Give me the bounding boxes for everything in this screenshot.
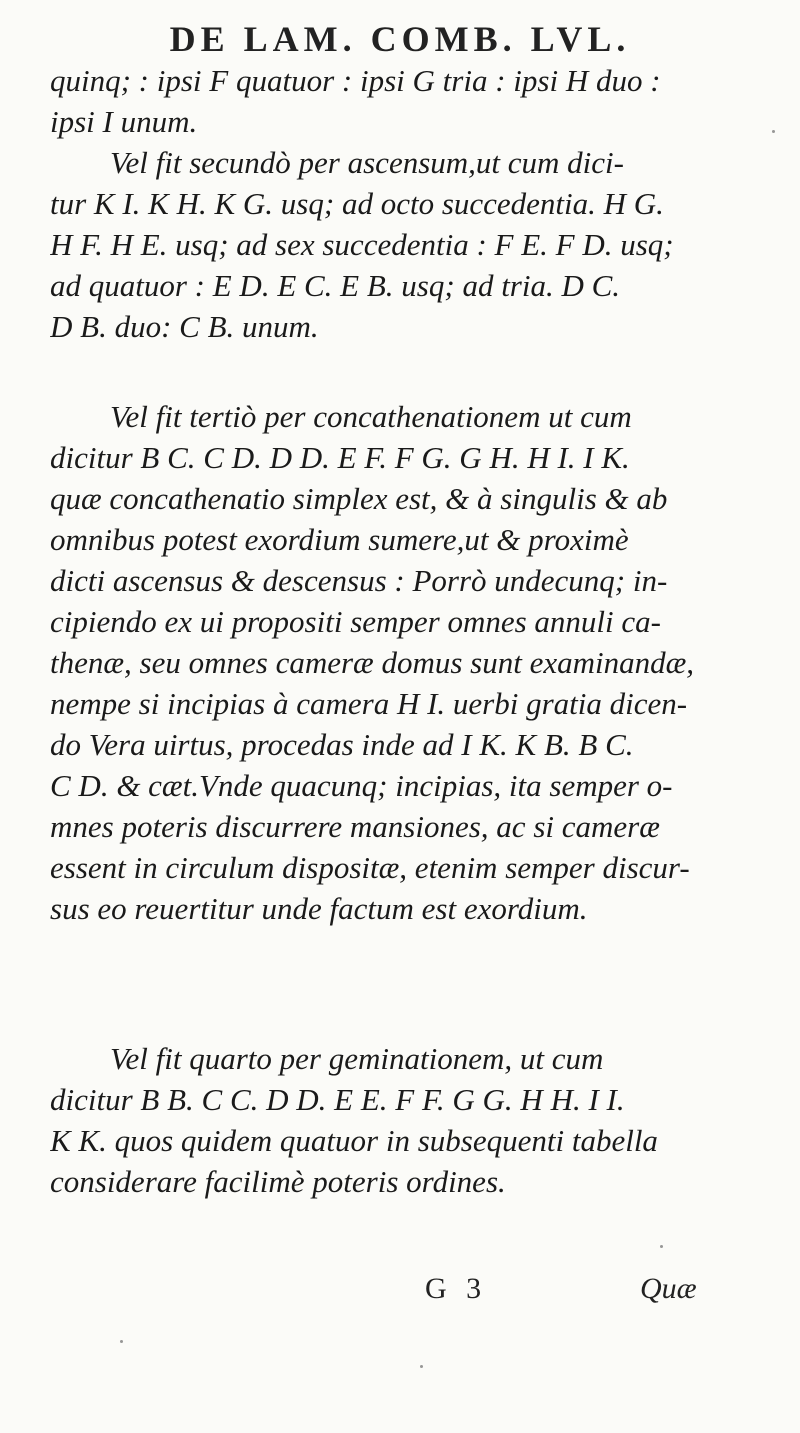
signature-mark: G 3: [425, 1272, 488, 1305]
text-line: Vel fit secundò per ascensum,ut cum dici-: [110, 145, 624, 180]
paper-speck: [660, 1245, 663, 1248]
text-line: dicti ascensus & descensus : Porrò undecunq; in-: [50, 563, 668, 598]
running-header: DE LAM. COMB. LVL.: [169, 19, 631, 59]
text-line: sus eo reuertitur unde factum est exordium.: [50, 891, 588, 926]
text-line: Vel fit tertiò per concathenationem ut cum: [110, 399, 632, 434]
paper-speck: [120, 1340, 123, 1343]
text-line: C D. & cæt.Vnde quacunq; incipias, ita semper o-: [50, 768, 673, 803]
catchword: Quæ: [640, 1272, 697, 1305]
text-line: nempe si incipias à camera H I. uerbi gratia dicen-: [50, 686, 688, 721]
text-line: ad quatuor : E D. E C. E B. usq; ad tria. D C.: [50, 268, 621, 303]
text-line: thenæ, seu omnes cameræ domus sunt examinandæ,: [50, 645, 695, 680]
text-line: K K. quos quidem quatuor in subsequenti tabella: [50, 1123, 658, 1158]
text-line: H F. H E. usq; ad sex succedentia : F E. F D. usq;: [50, 227, 674, 262]
paper-speck: [772, 130, 775, 133]
text-line: D B. duo: C B. unum.: [50, 309, 319, 344]
text-line: dicitur B C. C D. D D. E F. F G. G H. H I. I K.: [50, 440, 630, 475]
paper-speck: [420, 1365, 423, 1368]
text-line: quinq; : ipsi F quatuor : ipsi G tria : ipsi H duo :: [50, 63, 661, 98]
text-line: dicitur B B. C C. D D. E E. F F. G G. H H. I I.: [50, 1082, 625, 1117]
text-line: quæ concathenatio simplex est, & à singulis & ab: [50, 481, 668, 516]
paragraph-gemination: [50, 1038, 780, 1202]
text-line: considerare facilimè poteris ordines.: [50, 1164, 506, 1199]
text-line: ipsi I unum.: [50, 104, 198, 139]
text-line: omnibus potest exordium sumere,ut & proximè: [50, 522, 629, 557]
text-line: Vel fit quarto per geminationem, ut cum: [110, 1041, 604, 1076]
page-footer: [0, 1272, 800, 1312]
paragraph-concathenation: [50, 396, 780, 929]
paragraph-continuation: [50, 60, 780, 347]
text-line: do Vera uirtus, procedas inde ad I K. K B. B C.: [50, 727, 634, 762]
text-line: tur K I. K H. K G. usq; ad octo succedentia. H G.: [50, 186, 664, 221]
text-line: cipiendo ex ui propositi semper omnes annuli ca-: [50, 604, 661, 639]
text-line: mnes poteris discurrere mansiones, ac si cameræ: [50, 809, 660, 844]
text-line: essent in circulum dispositæ, etenim semper discur-: [50, 850, 690, 885]
